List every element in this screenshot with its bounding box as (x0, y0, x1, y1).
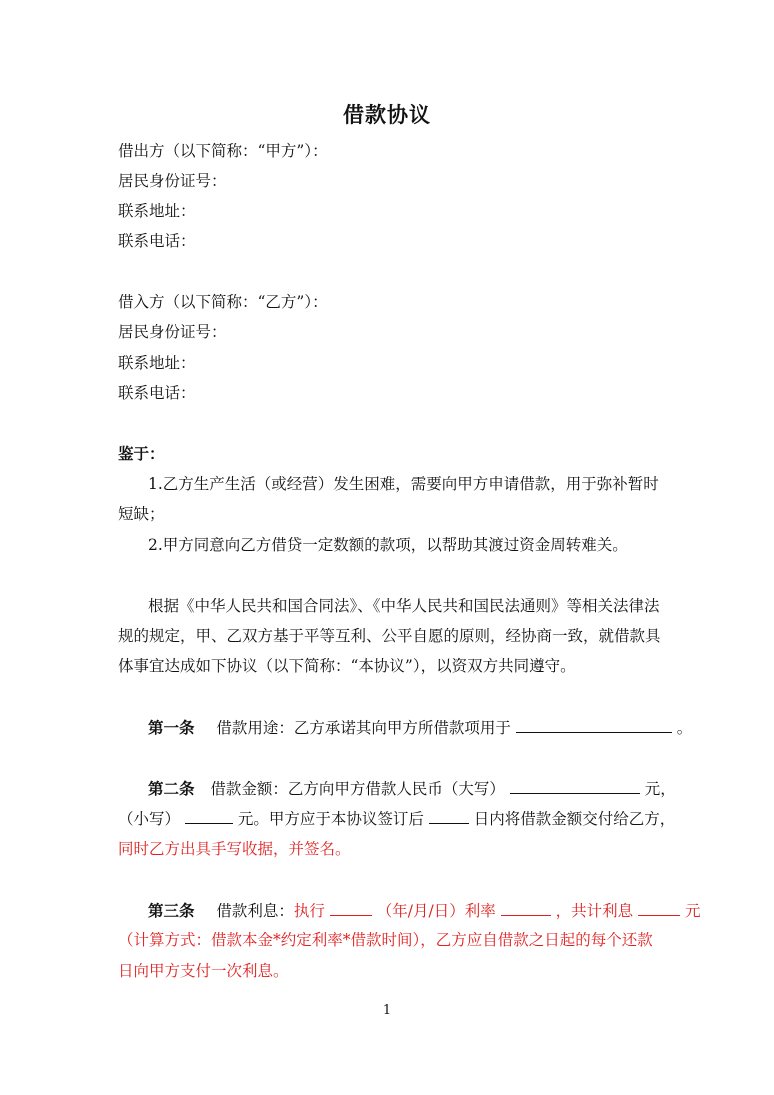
amount-lowercase-blank[interactable] (185, 807, 233, 824)
basis-line-1: 根据《中华人民共和国合同法》、《中华人民共和国民法通则》等相关法律法 (148, 597, 660, 615)
basis-line-2: 规的规定，甲、乙双方基于平等互利、公平自愿的原则，经协商一致，就借款具 (118, 627, 661, 645)
article-2-text-1: 借款金额：乙方向甲方借款人民币（大写） (210, 780, 505, 798)
article-2-line-3: 同时乙方出具手写收据，并签名。 (118, 840, 351, 858)
article-2-text-2b: 元。甲方应于本协议签订后 (237, 810, 424, 828)
page-number: 1 (382, 1003, 392, 1018)
article-3-label: 第三条 (148, 902, 195, 920)
whereas-item-2: 2.甲方同意向乙方借贷一定数额的款项，以帮助其渡过资金周转难关。 (148, 536, 628, 554)
document-title: 借款协议 (343, 103, 431, 127)
article-2-text-1-end: 元， (644, 780, 676, 798)
borrower-phone-label: 联系电话： (118, 384, 196, 402)
article-2-line-1 (148, 777, 676, 800)
article-3-text-1c: （年/月/日）利率 (376, 902, 496, 920)
total-interest-blank[interactable] (638, 899, 680, 916)
article-3-line-3: 日向甲方支付一次利息。 (118, 962, 289, 980)
article-1-end: 。 (676, 719, 693, 737)
interest-rate-blank[interactable] (501, 899, 551, 916)
whereas-item-1-line-1: 1.乙方生产生活（或经营）发生困难，需要向甲方申请借款，用于弥补暂时 (148, 475, 659, 493)
article-3-line-1 (148, 899, 701, 922)
borrower-address-label: 联系地址： (118, 354, 196, 372)
whereas-heading: 鉴于： (118, 445, 165, 463)
rate-period-blank[interactable] (330, 899, 372, 916)
purpose-blank[interactable] (516, 716, 672, 733)
lender-address-label: 联系地址： (118, 202, 196, 220)
article-2-text-2a: （小写） (118, 810, 181, 828)
article-1-label: 第一条 (148, 719, 195, 737)
lender-id-label: 居民身份证号： (118, 172, 227, 190)
lender-heading: 借出方（以下简称：“甲方”）： (118, 142, 328, 160)
article-2-text-2c: 日内将借款金额交付给乙方， (473, 810, 676, 828)
borrower-heading: 借入方（以下简称：“乙方”）： (118, 293, 328, 311)
borrower-id-label: 居民身份证号： (118, 323, 227, 341)
article-3-text-1b: 执行 (293, 902, 325, 920)
article-1-text: 借款用途：乙方承诺其向甲方所借款项用于 (216, 719, 511, 737)
article-1 (148, 716, 692, 739)
amount-uppercase-blank[interactable] (510, 777, 640, 794)
article-3-text-1e: 元 (685, 902, 701, 920)
delivery-days-blank[interactable] (429, 807, 469, 824)
article-3-line-2: （计算方式：借款本金*约定利率*借款时间），乙方应自借款之日起的每个还款 (118, 931, 653, 949)
lender-phone-label: 联系电话： (118, 232, 196, 250)
whereas-item-1-line-2: 短缺； (118, 505, 165, 523)
article-2-line-2 (118, 807, 675, 830)
article-3-text-1a: 借款利息： (216, 902, 294, 920)
article-3-text-1d: ，共计利息 (555, 902, 634, 920)
basis-line-3: 体事宜达成如下协议（以下简称：“本协议”），以资双方共同遵守。 (118, 657, 576, 675)
article-2-label: 第二条 (148, 780, 195, 798)
